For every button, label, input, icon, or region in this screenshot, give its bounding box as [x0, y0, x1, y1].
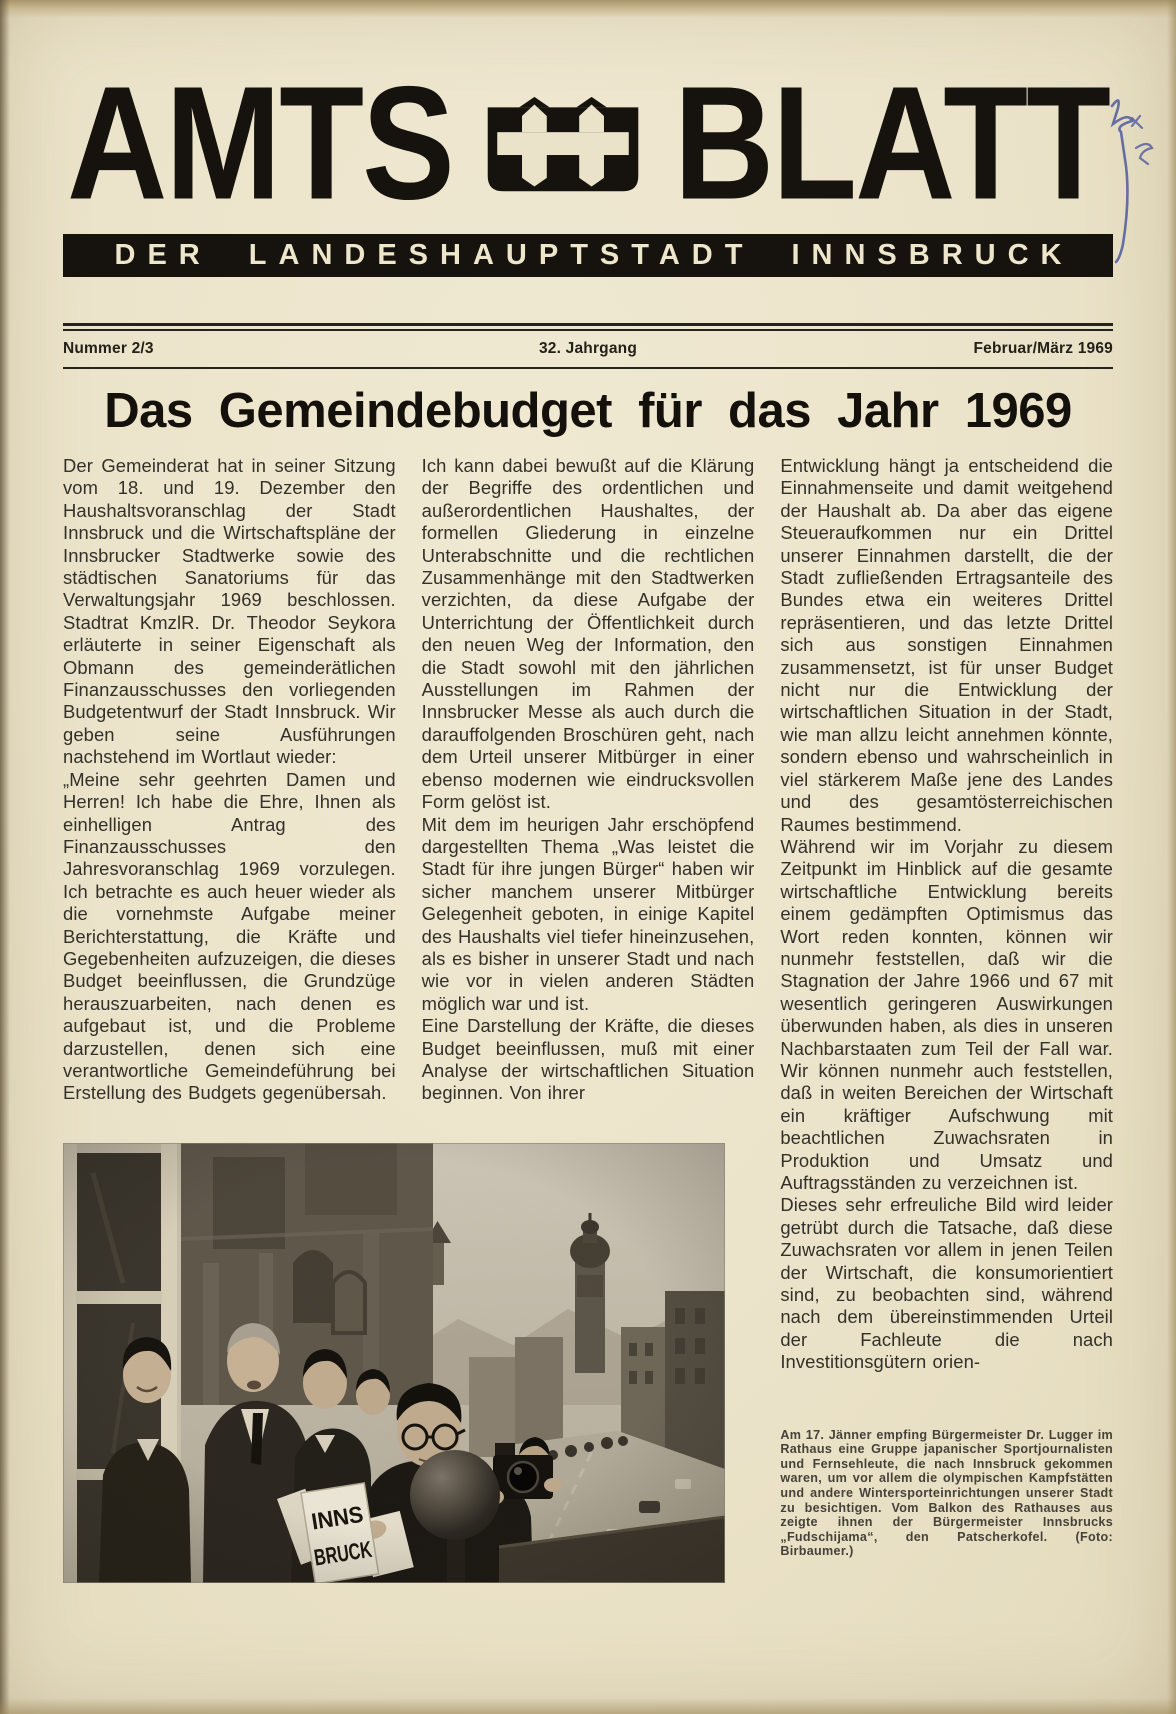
photo-grain	[63, 1143, 725, 1583]
issue-date: Februar/März 1969	[973, 340, 1113, 357]
paragraph: Eine Darstellung der Kräfte, die dieses Budget beeinflussen, muß mit einer Analyse der wirtschaftlichen Situation beginnen. Von ihrer	[421, 1015, 755, 1104]
scan-edge-bottom	[0, 1698, 1176, 1714]
article-headline: Das Gemeindebudget für das Jahr 1969	[104, 384, 1072, 438]
paragraph: „Meine sehr geehrten Damen und Herren! Ich habe die Ehre, Ihnen als einhelligen Antrag des Finanzausschusses den Jahresvoranschlag 1969 vorzulegen. Ich betrachte es auch heuer wieder als die vornehmste Aufgabe meiner Berichterstattung, die Kräfte und Gegebenheiten aufzuzeigen, die dieses Budget beeinflussen, die Grundzüge herauszuarbeiten, nach denen es aufgebaut ist, und die Probleme darzustellen, denen sich eine verantwortliche Gemeindeführung bei Erstellung des Budgets gegenübersah.	[63, 768, 396, 1104]
issue-number: Nummer 2/3	[63, 340, 154, 357]
masthead-title-left: AMTS	[67, 53, 453, 234]
article-column-3	[780, 455, 1113, 1559]
masthead	[63, 53, 1113, 277]
scan-edge-top	[0, 0, 1176, 18]
issue-info-row	[63, 340, 1113, 358]
double-rule	[63, 323, 1113, 331]
photo-balcony-scene	[63, 1143, 725, 1583]
scan-edge-right	[1167, 0, 1176, 1714]
paragraph: Während wir im Vorjahr zu diesem Zeitpunkt im Hinblick auf die gesamte wirtschaftliche Entwicklung bereits einem gedämpften Optimismus das Wort reden konnten, können wir nunmehr feststellen, daß wir die Stagnation der Jahre 1966 und 67 mit wesentlich geringeren Auswirkungen überwunden haben, als dies in unseren Nachbarstaaten zum Teil der Fall war. Wir können nunmehr auch feststellen, daß in weiten Bereichen der Wirtschaft ein kräftiger Aufschwung mit beachtlichen Zuwachsraten in Produktion und Umsatz und Auftragsständen zu verzeichnen ist.	[780, 835, 1114, 1193]
masthead-subtitle-bar	[63, 234, 1113, 277]
paragraph: Entwicklung hängt ja entscheidend die Einnahmenseite und damit weitgehend der Haushalt ab. Da aber das eigene Steueraufkommen nur ein Drittel unserer Einnahmen darstellt, die der Stadt zufließenden Ertragsanteile des Bundes etwa ein weiteres Drittel repräsentieren, und das letzte Drittel sich aus sonstigen Einnahmen zusammensetzt, ist für unser Budget nicht nur die Entwicklung der wirtschaftlichen Situation in der Stadt, wie man allzu leicht annehmen könnte, sondern ebenso und wahrscheinlich in viel stärkerem Maße jene des Landes und des gesamtösterreichischen Raumes bestimmend.	[780, 455, 1114, 835]
volume-label: 32. Jahrgang	[538, 340, 638, 357]
photo-illustration	[63, 1143, 725, 1583]
masthead-subtitle: DER LANDESHAUPTSTADT INNSBRUCK	[114, 239, 1074, 271]
masthead-title-right: BLATT	[673, 53, 1109, 234]
innsbruck-bridge-emblem-icon	[482, 97, 644, 194]
paragraph: Ich kann dabei bewußt auf die Klärung der Begriffe des ordentlichen und außerordentlichen Haushaltes, der formellen Gliederung in einzelne Unterabschnitte und die rechtlichen Zusammenhänge mit den Stadtwerken verzichten, da diese Aufgabe der Unterrichtung der Öffentlichkeit durch den neuen Weg der Information, den die Stadt sowohl mit den jährlichen Ausstellungen im Rahmen der Innsbrucker Messe als auch durch die darauffolgenden Broschüren geht, nach dem Urteil unserer Mitbürger in einer ebenso modernen wie eindrucksvollen Form gelöst ist.	[421, 455, 755, 813]
single-rule	[63, 367, 1113, 369]
handwritten-ink-mark-icon	[1098, 92, 1164, 272]
masthead-title-row	[67, 53, 1109, 234]
paragraph: Der Gemeinderat hat in seiner Sitzung vom 18. und 19. Dezember den Haushaltsvoranschlag der Stadt Innsbruck und die Wirtschaftspläne der Innsbrucker Stadtwerke sowie des städtischen Sanatoriums für das Verwaltungsjahr 1969 beschlossen. Stadtrat KmzlR. Dr. Theodor Seykora erläuterte in seiner Eigenschaft als Obmann des gemeinderätlichen Finanzausschusses den vorliegenden Budgetentwurf der Stadt Innsbruck. Wir geben seine Ausführungen nachstehend im Wortlaut wieder:	[63, 455, 396, 768]
scan-edge-left	[0, 0, 10, 1714]
paragraph: Dieses sehr erfreuliche Bild wird leider getrübt durch die Tatsache, daß diese Zuwachsraten vor allem in jenen Teilen der Wirtschaft, die konsumorientiert sind, zu beobachten sind, während nach dem übereinstimmenden Urteil der Fachleute die nach Investitionsgütern orien-	[780, 1194, 1114, 1373]
paragraph: Mit dem im heurigen Jahr erschöpfend dargestellten Thema „Was leistet die Stadt für ihre jungen Bürger“ haben wir sicher manchem unserer Mitbürger Gelegenheit geboten, in einige Kapitel des Haushalts viel tiefer hineinzusehen, als es bisher in unserer Stadt und nach wie vor in vielen anderen Städten möglich war und ist.	[421, 813, 755, 1014]
photo-caption: Am 17. Jänner empfing Bürgermeister Dr. Lugger im Rathaus eine Gruppe japanischer Sportjournalisten und Fernsehleute, die nach Innsbruck gekommen waren, um vor allem die olympischen Kampfstätten und andere Wintersporteinrichtungen unserer Stadt zu besichtigen. Vom Balkon des Rathauses aus zeigte ihnen der Bürgermeister Innsbrucks „Fudschijama“, den Patscherkofel. (Foto: Birbaumer.)	[780, 1427, 1114, 1559]
